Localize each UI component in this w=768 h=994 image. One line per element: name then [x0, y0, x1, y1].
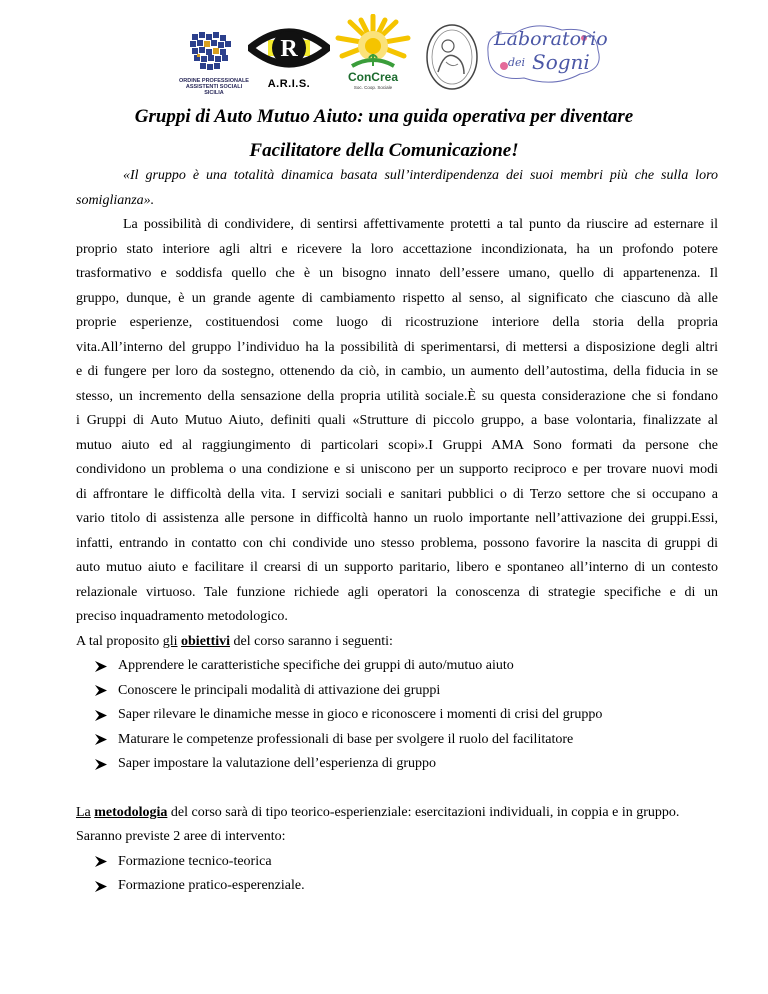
ordine-line-1: ORDINE PROFESSIONALE — [179, 78, 249, 84]
methodology-line-1 — [76, 801, 718, 826]
aris-letter: R — [280, 36, 298, 62]
paragraph-line: auto mutuo aiuto e facilitare il crearsi di un supporto paritario, libero e spontaneo all’interno di un contesto — [76, 560, 718, 575]
methodology-keyword: metodologia — [94, 804, 168, 820]
objective-text: Saper rilevare le dinamiche messe in gioco e riconoscere i momenti di crisi del gruppo — [118, 707, 603, 722]
quote-line-1: «Il gruppo è una totalità dinamica basata sull’interdipendenza dei suoi membri più che sulla loro — [123, 168, 718, 183]
arrow-bullet-icon — [95, 661, 107, 672]
list-item — [76, 679, 718, 704]
concrea-logo — [330, 14, 416, 104]
objective-text: Conoscere le principali modalità di attivazione dei gruppi — [118, 682, 441, 698]
paragraph-line: trasformativo e soddisfa quello che è un bisogno innato dell’essere umano, quello di appartenenza. Il — [76, 266, 718, 281]
objectives-intro-pre: A tal proposito — [76, 633, 163, 649]
methodology-area-text: Formazione tecnico-teorica — [118, 853, 272, 869]
list-item — [76, 703, 718, 728]
arrow-bullet-icon — [95, 710, 107, 721]
paragraph-line: preciso inquadramento metodologico. — [76, 609, 288, 624]
paragraph-line: vita.All’interno del gruppo l’individuo ha la possibilità di sperimentarsi, di mettersi a disposizione degli altri — [76, 339, 718, 355]
methodology-pre: La — [76, 804, 91, 820]
quote-line-2: somiglianza». — [76, 192, 155, 208]
arrow-bullet-icon — [95, 856, 107, 867]
arrow-bullet-icon — [95, 734, 107, 745]
objectives-intro-post: del corso saranno i seguenti: — [230, 633, 393, 649]
aris-caption: A.R.I.S. — [267, 78, 311, 90]
list-item — [76, 850, 718, 875]
list-item — [76, 752, 718, 777]
paragraph-line: infatti, entrando in contatto con chi condivide uno stesso problema, possono favorire la nascita di gruppi di — [76, 535, 718, 551]
document-title-line-1: Gruppi di Auto Mutuo Aiuto: una guida operativa per diventare — [134, 106, 634, 127]
paragraph-line: e di fungere per loro da sostegno, ottenendo da ciò, in cambio, un aumento dell’autostima, della fiducia in se — [76, 364, 718, 379]
paragraph-line: La possibilità di condividere, di sentirsi affettivamente protetti a tal punto da riuscire ad esternare il — [123, 217, 718, 232]
paragraph-line: relazionale virtuoso. Tale funzione richiede agli operatori la conoscenza di strategie specifiche e di un — [76, 584, 718, 600]
paragraph-line: condividono un problema o una condizione e si uniscono per un supporto reciproco e per trovare nuovi modi — [76, 462, 718, 477]
objective-text: Apprendere le caratteristiche specifiche dei gruppi di auto/mutuo aiuto — [118, 658, 514, 673]
arrow-bullet-icon — [95, 759, 107, 770]
methodology-area-text: Formazione pratico-esperenziale. — [118, 878, 305, 893]
list-item — [76, 874, 718, 899]
laboratorio-dei-sogni-logo — [484, 22, 608, 90]
puzzle-map-emblem-icon — [184, 28, 238, 76]
paragraph-line: stesso, un incremento della sensazione della propria utilità sociale.È su questa considerazione che si fondano — [76, 388, 718, 404]
seal-logo — [424, 22, 480, 92]
paragraph-line: vario titolo di assistenza alle persone in difficoltà hanno un ruolo importante nell’attivazione dei gruppi.Essi, — [76, 511, 718, 526]
paragraph-line: di affrontare le difficoltà della vita. I servizi sociali e sanitari pubblici o di Terzo settore che si occupano a — [76, 486, 718, 502]
paragraph-line: i Gruppi di Auto Mutuo Aiuto, definiti quali «Strutture di piccolo gruppo, a base volontaria, finalizzate al — [76, 413, 718, 428]
logo-bar — [0, 14, 768, 109]
objectives-keyword: obiettivi — [181, 633, 231, 649]
methodology-line-2: Saranno previste 2 aree di intervento: — [76, 829, 286, 844]
paragraph-line: gruppo, dunque, è un grande agente di cambiamento rispetto al senso, al significato che ciascuno dà alle — [76, 290, 718, 306]
sun-icon — [330, 14, 416, 74]
list-item — [76, 728, 718, 753]
spacer — [76, 777, 718, 801]
objective-text: Maturare le competenze professionali di base per svolgere il ruolo del facilitatore — [118, 731, 574, 747]
objectives-intro — [76, 630, 718, 655]
arrow-bullet-icon — [95, 881, 107, 892]
ordine-assistenti-sociali-logo — [174, 26, 254, 104]
concrea-sub: Soc. Coop. Sociale — [353, 85, 393, 90]
ordine-line-2: ASSISTENTI SOCIALI — [185, 84, 243, 90]
methodology-post: del corso sarà di tipo teorico-esperienziale: esercitazioni individuali, in coppia e in gruppo. — [167, 804, 680, 820]
lab-word-2: dei — [508, 56, 526, 69]
methodology-list — [76, 850, 718, 899]
concrea-name: ConCrea — [347, 70, 398, 84]
eye-icon — [248, 18, 330, 78]
paragraph-line: proprio stato interiore agli altri e ricevere la loro accettazione incondizionata, ha un profondo potere — [76, 241, 718, 257]
document-title-line-2: Facilitatore della Comunicazione! — [249, 140, 519, 161]
arrow-bullet-icon — [95, 685, 107, 696]
ordine-line-3: SICILIA — [204, 90, 224, 96]
paragraph-line: proprie esperienze, costituendosi come luogo di ricostruzione interiore della storia della propria — [76, 315, 718, 330]
intro-paragraph — [76, 213, 718, 630]
seal-emblem-icon — [424, 22, 480, 92]
document-body — [76, 164, 718, 899]
paragraph-line: mutuo aiuto ed al raggiungimento di particolari scopi».I Gruppi AMA Sono formati da persone che — [76, 437, 718, 453]
objectives-list — [76, 654, 718, 777]
objective-text: Saper impostare la valutazione dell’esperienza di gruppo — [118, 756, 436, 771]
objectives-intro-underlined: gli — [162, 633, 178, 649]
aris-logo — [248, 18, 330, 102]
lab-word-3: Sogni — [532, 50, 590, 74]
lab-word-1: Laboratorio — [494, 28, 608, 50]
list-item — [76, 654, 718, 679]
